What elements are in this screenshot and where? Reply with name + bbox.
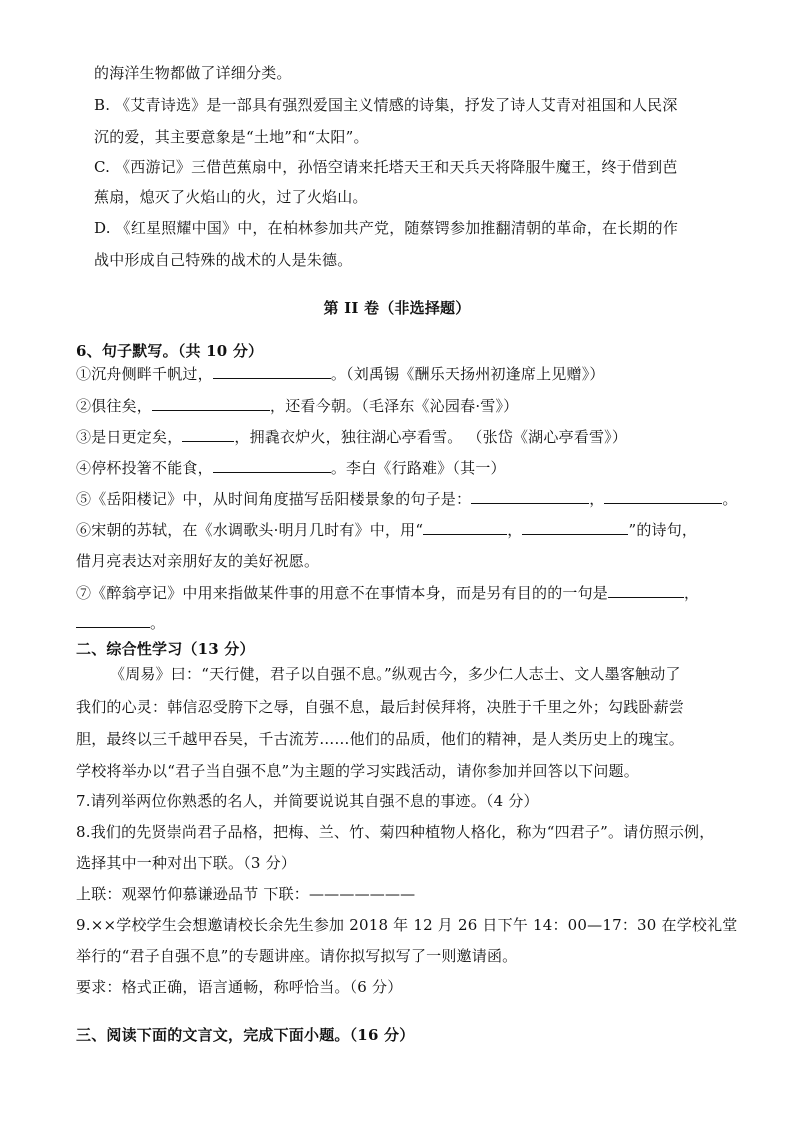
q6-item-5-mid: ， (589, 490, 605, 508)
q6-item-4 (76, 458, 726, 478)
q6-item-6-mid: ， (507, 521, 523, 539)
option-c-line-2: 蕉扇，熄灭了火焰山的火，过了火焰山。 (94, 188, 368, 206)
q6-item-7-post: ， (684, 584, 700, 602)
q6-item-6 (76, 520, 726, 540)
answer-blank[interactable] (522, 520, 628, 535)
q6-item-5 (76, 489, 738, 509)
option-c-line-1: C. 《西游记》三借芭蕉扇中，孙悟空请来托塔天王和天兵天将降服牛魔王，终于借到芭 (94, 158, 678, 176)
answer-blank[interactable] (471, 489, 589, 504)
q6-item-6-pre: ⑥宋朝的苏轼，在《水调歌头·明月几时有》中，用“ (76, 521, 424, 539)
question-7: 7.请列举两位你熟悉的名人，并简要说说其自强不息的事迹。（4 分） (76, 792, 539, 810)
q6-item-7-line-2-post: 。 (150, 614, 166, 632)
q6-item-6-line-2: 借月亮表达对亲朋好友的美好祝愿。 (76, 552, 320, 570)
option-b-line-2: 沉的爱，其主要意象是“土地”和“太阳”。 (94, 128, 369, 146)
q6-item-7 (76, 583, 726, 603)
section-2-para-line-2: 我们的心灵：韩信忍受胯下之辱，自强不息，最后封侯拜将，决胜于千里之外；勾践卧薪尝 (76, 698, 685, 716)
q6-item-5-post: 。 (722, 490, 738, 508)
part-two-title: 第 II 卷（非选择题） (323, 299, 471, 317)
q6-item-7-pre: ⑦《醉翁亭记》中用来指做某件事的用意不在事情本身，而是另有目的的一句是 (76, 584, 609, 602)
section-2-para-line-1: 《周易》曰：“天行健，君子以自强不息。”纵观古今，多少仁人志士、文人墨客触动了 (110, 665, 681, 683)
q6-item-5-pre: ⑤《岳阳楼记》中，从时间角度描写岳阳楼景象的句子是： (76, 490, 472, 508)
answer-blank[interactable] (182, 427, 234, 442)
q6-item-6-post: ”的诗句， (628, 521, 698, 539)
question-8-couplet: 上联：观翠竹仰慕谦逊品节 下联：——————— (76, 885, 416, 903)
answer-blank[interactable] (76, 613, 150, 628)
section-2-para-line-4: 学校将举办以“君子当自强不息”为主题的学习实践活动，请你参加并回答以下问题。 (76, 762, 639, 780)
answer-blank[interactable] (608, 583, 684, 598)
q6-item-4-post: 。李白《行路难》（其一） (330, 459, 506, 477)
q6-item-1-pre: ①沉舟侧畔千帆过， (76, 365, 213, 383)
option-b-line-1: B. 《艾青诗选》是一部具有强烈爱国主义情感的诗集，抒发了诗人艾青对祖国和人民深 (94, 96, 678, 114)
answer-blank[interactable] (152, 396, 270, 411)
section-2-heading: 二、综合性学习（13 分） (76, 640, 255, 658)
answer-blank[interactable] (604, 489, 722, 504)
question-9-requirements: 要求：格式正确，语言通畅，称呼恰当。（6 分） (76, 978, 403, 996)
section-3-heading: 三、阅读下面的文言文，完成下面小题。（16 分） (76, 1026, 415, 1044)
q6-item-4-pre: ④停杯投箸不能食， (76, 459, 213, 477)
q6-item-7-line-2 (76, 613, 726, 633)
q6-item-3 (76, 427, 726, 447)
q6-item-1 (76, 364, 726, 384)
q6-item-2 (76, 396, 726, 416)
option-a-tail: 的海洋生物都做了详细分类。 (94, 64, 292, 82)
q6-item-2-post: ，还看今朝。（毛泽东《沁园春·雪》） (270, 397, 519, 415)
question-8-line-1: 8.我们的先贤崇尚君子品格，把梅、兰、竹、菊四种植物人格化，称为“四君子”。请仿照示例， (76, 823, 715, 841)
answer-blank[interactable] (423, 520, 507, 535)
section-2-para-line-3: 胆，最终以三千越甲吞吴，千古流芳……他们的品质，他们的精神，是人类历史上的瑰宝。 (76, 730, 685, 748)
q6-item-1-post: 。（刘禹锡《酬乐天扬州初逢席上见赠》） (330, 365, 605, 383)
q6-item-3-pre: ③是日更定矣， (76, 428, 183, 446)
question-8-line-2: 选择其中一种对出下联。（3 分） (76, 854, 297, 872)
q6-heading: 6、句子默写。（共 10 分） (76, 342, 264, 360)
option-d-line-2: 战中形成自己特殊的战术的人是朱德。 (94, 251, 353, 269)
option-d-line-1: D. 《红星照耀中国》中，在柏林参加共产党，随蔡锷参加推翻清朝的革命，在长期的作 (94, 219, 679, 237)
q6-item-2-pre: ②俱往矣， (76, 397, 153, 415)
question-9-line-1: 9.××学校学生会想邀请校长余先生参加 2018 年 12 月 26 日下午 14：00—17：30 在学校礼堂 (76, 916, 738, 934)
answer-blank[interactable] (213, 364, 331, 379)
q6-item-3-post: ，拥毳衣炉火，独往湖心亭看雪。 （张岱《湖心亭看雪》） (234, 428, 628, 446)
answer-blank[interactable] (213, 458, 331, 473)
question-9-line-2: 举行的“君子自强不息”的专题讲座。请你拟写拟写了一则邀请函。 (76, 947, 518, 965)
